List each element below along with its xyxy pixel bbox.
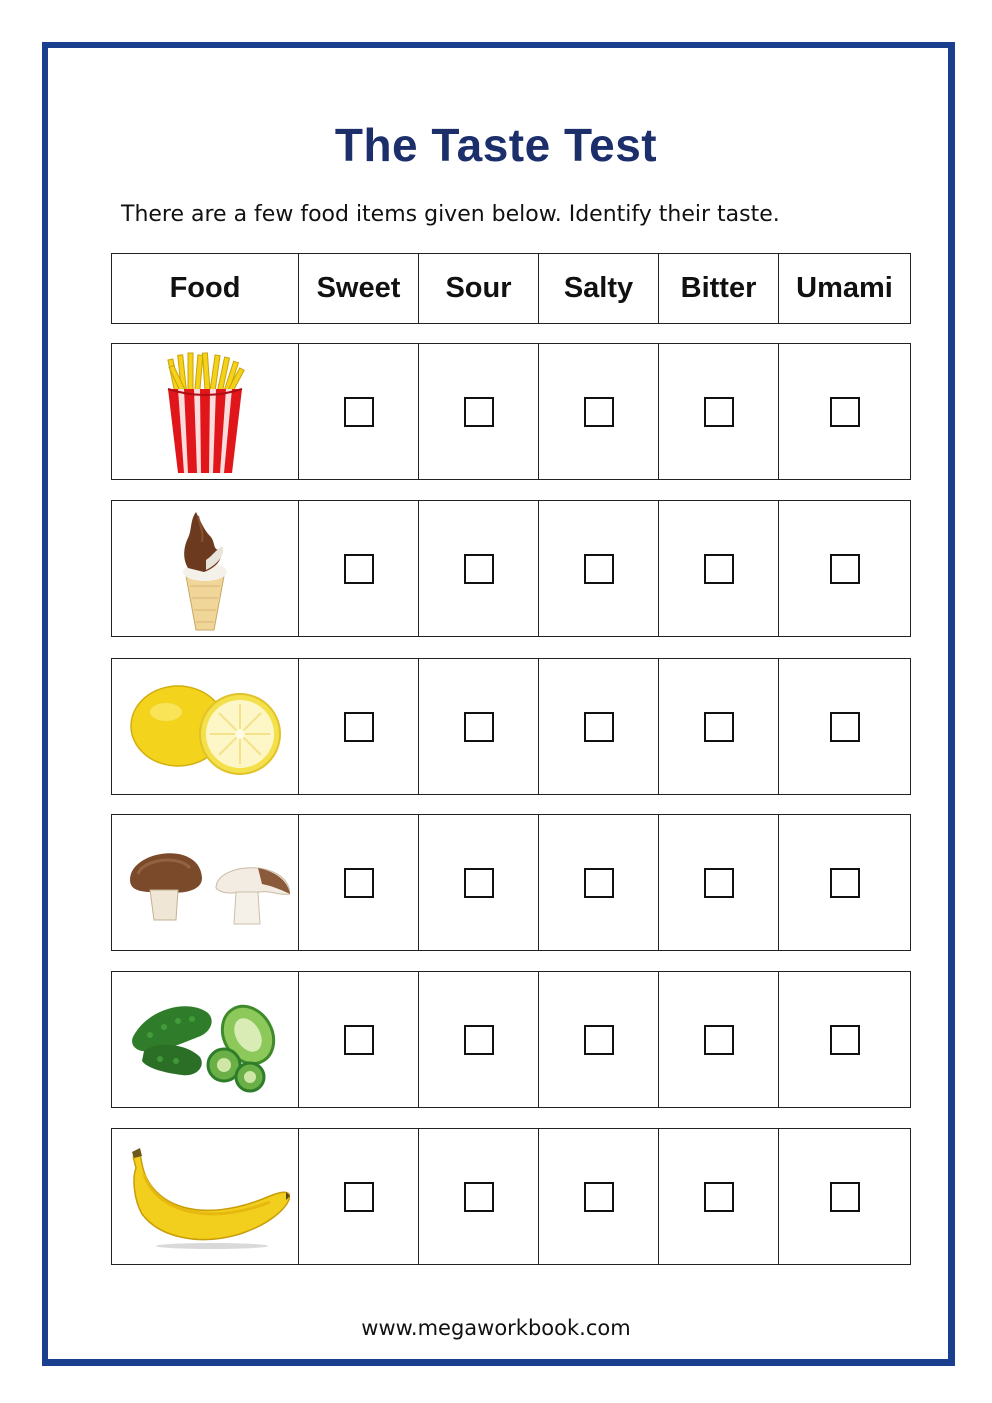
bitter-cell (658, 972, 778, 1107)
umami-checkbox[interactable] (830, 1182, 860, 1212)
header-food: Food (169, 272, 241, 304)
salty-cell (538, 659, 658, 794)
sweet-checkbox[interactable] (344, 868, 374, 898)
header-umami: Umami (778, 254, 910, 323)
sour-cell (418, 501, 538, 636)
umami-cell (778, 344, 910, 479)
salty-checkbox[interactable] (584, 1025, 614, 1055)
sour-cell (418, 972, 538, 1107)
salty-cell (538, 501, 658, 636)
page-title: The Taste Test (334, 119, 658, 171)
instructions-text: There are a few food items given below. Identify their taste. (121, 202, 780, 227)
sour-checkbox[interactable] (464, 397, 494, 427)
bitter-checkbox[interactable] (704, 397, 734, 427)
ice-cream-cone-icon (120, 506, 290, 631)
bitter-checkbox[interactable] (704, 1182, 734, 1212)
bitter-checkbox[interactable] (704, 868, 734, 898)
header-sour: Sour (418, 254, 538, 323)
header-sweet: Sweet (298, 254, 418, 323)
umami-checkbox[interactable] (830, 1025, 860, 1055)
bitter-cell (658, 815, 778, 950)
bitter-cell (658, 659, 778, 794)
umami-checkbox[interactable] (830, 712, 860, 742)
bitter-cell (658, 344, 778, 479)
sweet-cell (298, 972, 418, 1107)
mushroom-icon (120, 820, 290, 945)
umami-cell (778, 972, 910, 1107)
sour-checkbox[interactable] (464, 712, 494, 742)
umami-cell (778, 659, 910, 794)
salty-checkbox[interactable] (584, 397, 614, 427)
salty-cell (538, 972, 658, 1107)
bitter-checkbox[interactable] (704, 712, 734, 742)
salty-cell (538, 344, 658, 479)
sweet-checkbox[interactable] (344, 712, 374, 742)
table-row (111, 658, 911, 795)
umami-cell (778, 501, 910, 636)
salty-checkbox[interactable] (584, 1182, 614, 1212)
sour-cell (418, 815, 538, 950)
sweet-checkbox[interactable] (344, 1182, 374, 1212)
sour-checkbox[interactable] (464, 1025, 494, 1055)
umami-cell (778, 1129, 910, 1264)
sweet-cell (298, 344, 418, 479)
sour-checkbox[interactable] (464, 554, 494, 584)
sweet-cell (298, 501, 418, 636)
footer-url: www.megaworkbook.com (361, 1316, 631, 1340)
sour-cell (418, 659, 538, 794)
bitter-checkbox[interactable] (704, 554, 734, 584)
header-salty: Salty (538, 254, 658, 323)
table-row (111, 500, 911, 637)
table-row (111, 343, 911, 480)
food-cell (112, 501, 298, 636)
sour-cell (418, 1129, 538, 1264)
banana-icon (120, 1134, 290, 1259)
food-cell (112, 815, 298, 950)
table-header (111, 253, 911, 324)
umami-checkbox[interactable] (830, 397, 860, 427)
sour-cell (418, 344, 538, 479)
bitter-cell (658, 501, 778, 636)
table-row (111, 971, 911, 1108)
sweet-checkbox[interactable] (344, 397, 374, 427)
umami-checkbox[interactable] (830, 554, 860, 584)
umami-checkbox[interactable] (830, 868, 860, 898)
salty-checkbox[interactable] (584, 554, 614, 584)
salty-cell (538, 815, 658, 950)
header-bitter: Bitter (658, 254, 778, 323)
food-cell (112, 659, 298, 794)
sour-checkbox[interactable] (464, 1182, 494, 1212)
salty-cell (538, 1129, 658, 1264)
food-cell (112, 972, 298, 1107)
sour-checkbox[interactable] (464, 868, 494, 898)
salty-checkbox[interactable] (584, 868, 614, 898)
french-fries-icon (120, 349, 290, 474)
sweet-cell (298, 815, 418, 950)
sweet-cell (298, 1129, 418, 1264)
lemon-icon (120, 664, 290, 789)
bitter-checkbox[interactable] (704, 1025, 734, 1055)
umami-cell (778, 815, 910, 950)
table-row (111, 1128, 911, 1265)
table-row (111, 814, 911, 951)
sweet-checkbox[interactable] (344, 1025, 374, 1055)
food-cell (112, 344, 298, 479)
bitter-cell (658, 1129, 778, 1264)
sweet-cell (298, 659, 418, 794)
salty-checkbox[interactable] (584, 712, 614, 742)
sweet-checkbox[interactable] (344, 554, 374, 584)
food-cell (112, 1129, 298, 1264)
bitter-gourd-icon (120, 977, 290, 1102)
